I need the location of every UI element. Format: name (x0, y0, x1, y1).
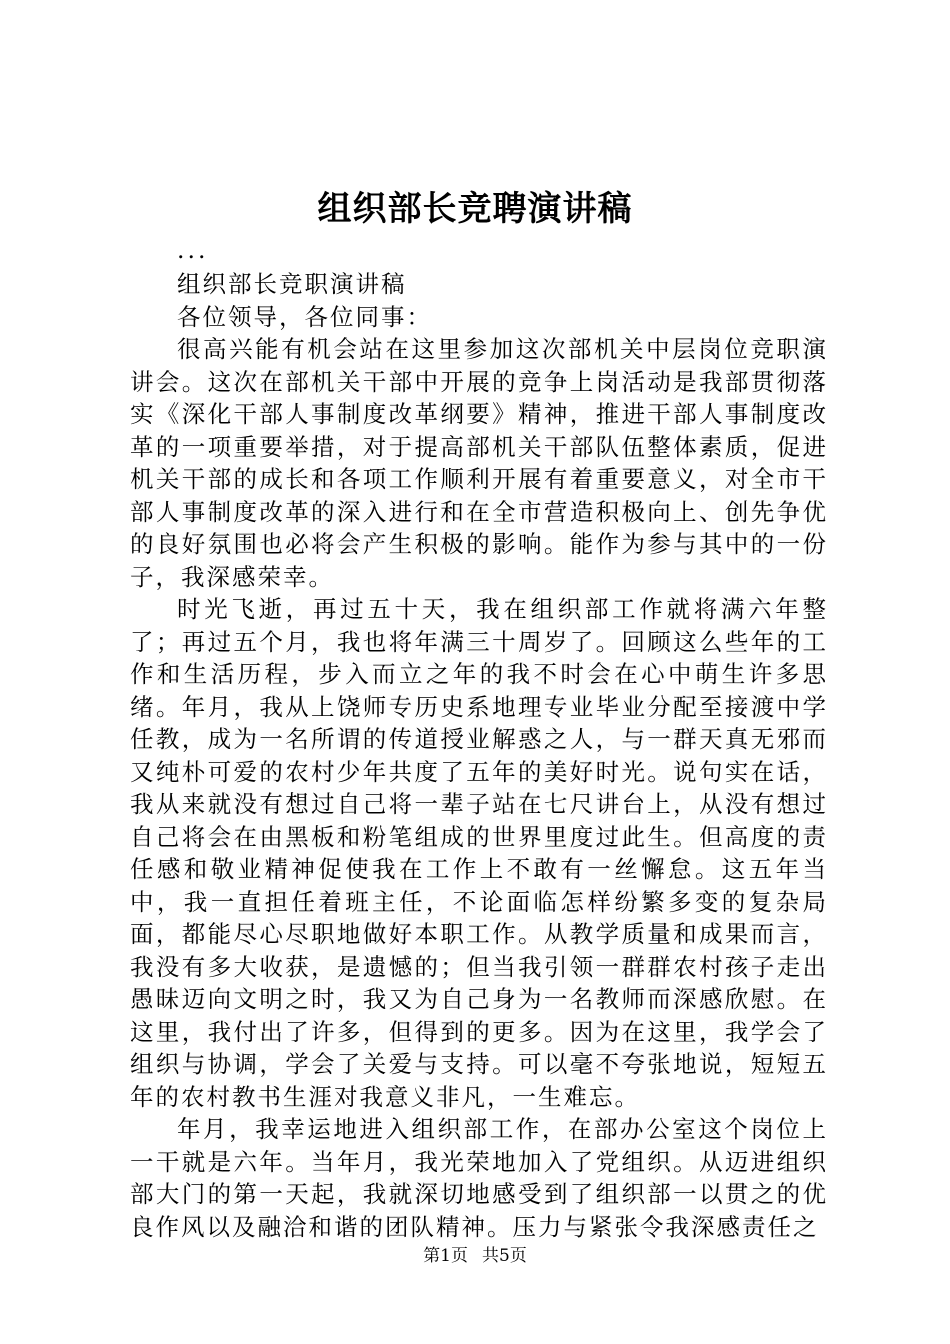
salutation-paragraph: 各位领导，各位同事： (177, 302, 432, 331)
document-body (130, 238, 828, 1243)
body-paragraph: 年月，我幸运地进入组织部工作，在部办公室这个岗位上一干就是六年。当年月，我光荣地加入了党组织。从迈进组织部大门的第一天起，我就深切地感受到了组织部一以贯之的优良作风以及融洽和谐的团队精神。压力与紧张令我深感责任之 (130, 1115, 828, 1241)
subtitle-paragraph: 组织部长竞职演讲稿 (177, 270, 407, 298)
document-title: 组织部长竞聘演讲稿 (317, 189, 633, 229)
page-total: 共5页 (482, 1246, 527, 1266)
body-paragraph: 时光飞逝，再过五十天，我在组织部工作就将满六年整了；再过五个月，我也将年满三十周岁了。回顾这么些年的工作和生活历程，步入而立之年的我不时会在心中萌生许多思绪。年月，我从上饶师专历史系地理专业毕业分配至接渡中学任教，成为一名所谓的传道授业解惑之人，与一群天真无邪而又纯朴可爱的农村少年共度了五年的美好时光。说句实在话，我从来就没有想过自己将一辈子站在七尺讲台上，从没有想过自己将会在由黑板和粉笔组成的世界里度过此生。但高度的责任感和敬业精神促使我在工作上不敢有一丝懈怠。这五年当中，我一直担任着班主任，不论面临怎样纷繁多变的复杂局面，都能尽心尽职地做好本职工作。从教学质量和成果而言，我没有多大收获，是遗憾的；但当我引领一群群农村孩子走出愚昧迈向文明之时，我又为自己身为一名教师而深感欣慰。在这里，我付出了许多，但得到的更多。因为在这里，我学会了组织与协调，学会了关爱与支持。可以毫不夸张地说，短短五年的农村教书生涯对我意义非凡，一生难忘。 (130, 595, 828, 1111)
page-number: 第1页 (423, 1246, 468, 1266)
ellipsis-marker: ... (177, 236, 209, 264)
page-footer (0, 1244, 950, 1268)
body-paragraph: 很高兴能有机会站在这里参加这次部机关中层岗位竞职演讲会。这次在部机关干部中开展的竞争上岗活动是我部贯彻落实《深化干部人事制度改革纲要》精神，推进干部人事制度改革的一项重要举措，对于提高部机关干部队伍整体素质，促进机关干部的成长和各项工作顺利开展有着重要意义，对全市干部人事制度改革的深入进行和在全市营造积极向上、创先争优的良好氛围也必将会产生积极的影响。能作为参与其中的一份子，我深感荣幸。 (130, 335, 828, 591)
